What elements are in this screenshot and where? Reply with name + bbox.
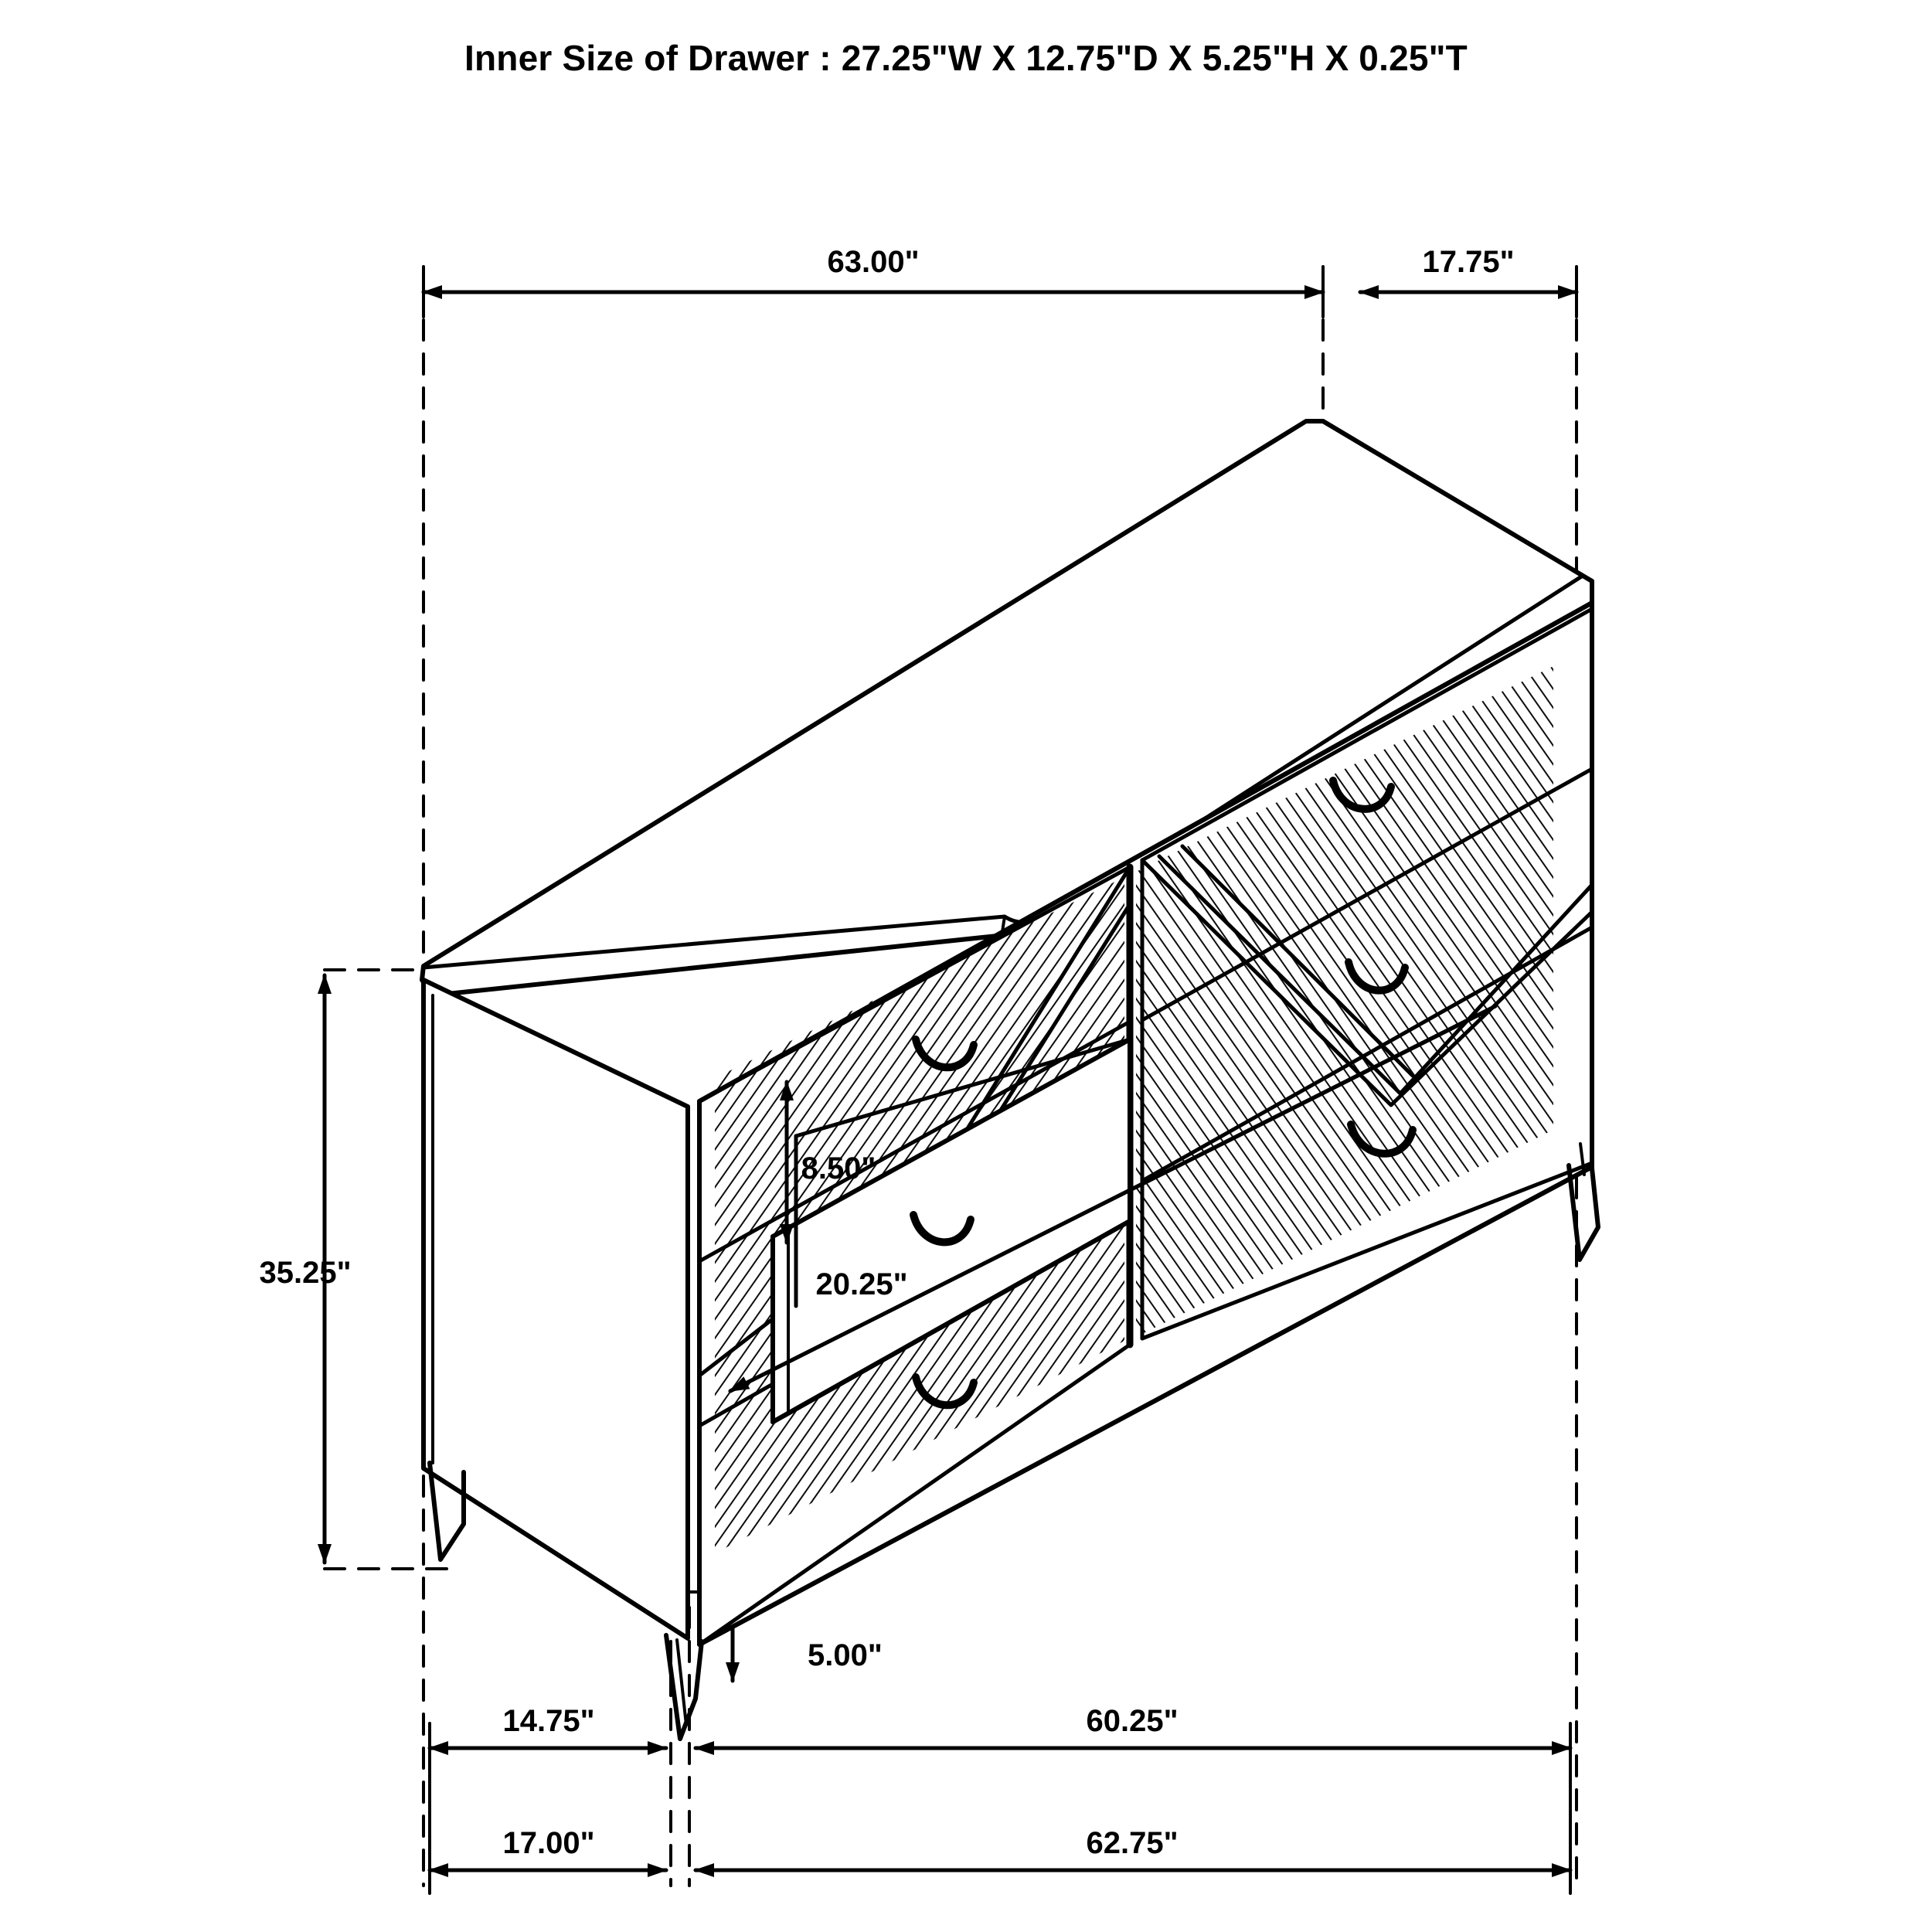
label-top-depth: 17.75" [1422,245,1515,279]
label-overall-height: 35.25" [259,1256,352,1290]
label-drawer-opening-height: 8.50" [801,1151,876,1185]
dresser-left-side-panel [423,980,688,1638]
label-leg-height: 5.00" [808,1638,883,1672]
label-side-depth-outer: 17.00" [502,1826,595,1860]
label-front-width-bottom: 60.25" [1086,1704,1179,1738]
page-title: Inner Size of Drawer : 27.25"W X 12.75"D X 5.25"H X 0.25"T [464,38,1468,78]
label-side-depth-bottom: 14.75" [502,1704,595,1738]
label-top-width: 63.00" [827,245,920,279]
label-front-width-outer: 62.75" [1086,1826,1179,1860]
label-drawer-opening-width: 20.25" [815,1267,908,1301]
